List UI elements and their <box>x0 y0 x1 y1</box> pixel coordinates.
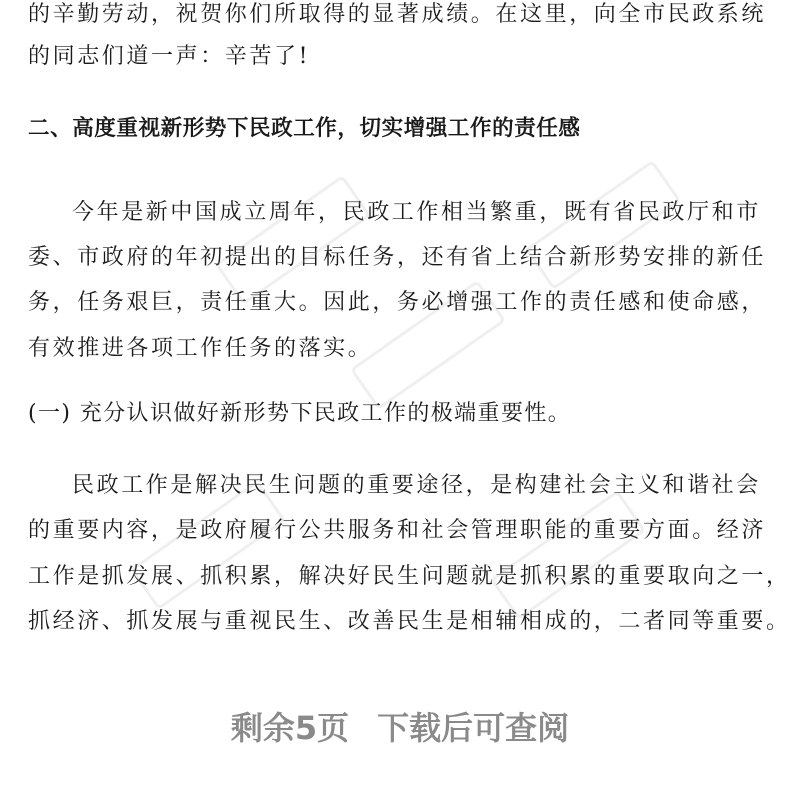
text-line: 的同志们道一声：辛苦了! <box>28 44 311 69</box>
section-heading: 二、高度重视新形势下民政工作，切实增强工作的责任感 <box>28 116 581 141</box>
paragraph-line: 的重要内容，是政府履行公共服务和社会管理职能的重要方面。经济 <box>28 518 767 543</box>
paragraph-line: 委、市政府的年初提出的目标任务，还有省上结合新形势安排的新任 <box>28 245 767 270</box>
paragraph-line: 务，任务艰巨，责任重大。因此，务必增强工作的责任感和使命感， <box>28 290 767 315</box>
paragraph-line: 民政工作是解决民生问题的重要途径，是构建社会主义和谐社会 <box>72 473 761 498</box>
subheading: (一) 充分认识做好新形势下民政工作的极端重要性。 <box>28 401 572 426</box>
paragraph-line: 工作是抓发展、抓积累，解决好民生问题就是抓积累的重要取向之一， <box>28 564 791 589</box>
paragraph-line: 有效推进各项工作任务的落实。 <box>28 336 373 361</box>
download-to-view-label: 下载后可查阅 <box>377 709 570 747</box>
watermark-shape <box>130 480 286 610</box>
paragraph-line: 抓经济、抓发展与重视民生、改善民生是相辅相成的，二者同等重要。 <box>28 609 791 634</box>
remaining-pages-label: 剩余5页 <box>230 709 350 747</box>
text-line: 的辛勤劳动，祝贺你们所取得的显著成绩。在这里，向全市民政系统 <box>28 2 767 27</box>
watermark-shape <box>490 490 646 620</box>
download-prompt-button[interactable] <box>0 692 800 760</box>
paragraph-line: 今年是新中国成立周年，民政工作相当繁重，既有省民政厅和市 <box>72 200 761 225</box>
watermark-shape <box>215 175 371 305</box>
